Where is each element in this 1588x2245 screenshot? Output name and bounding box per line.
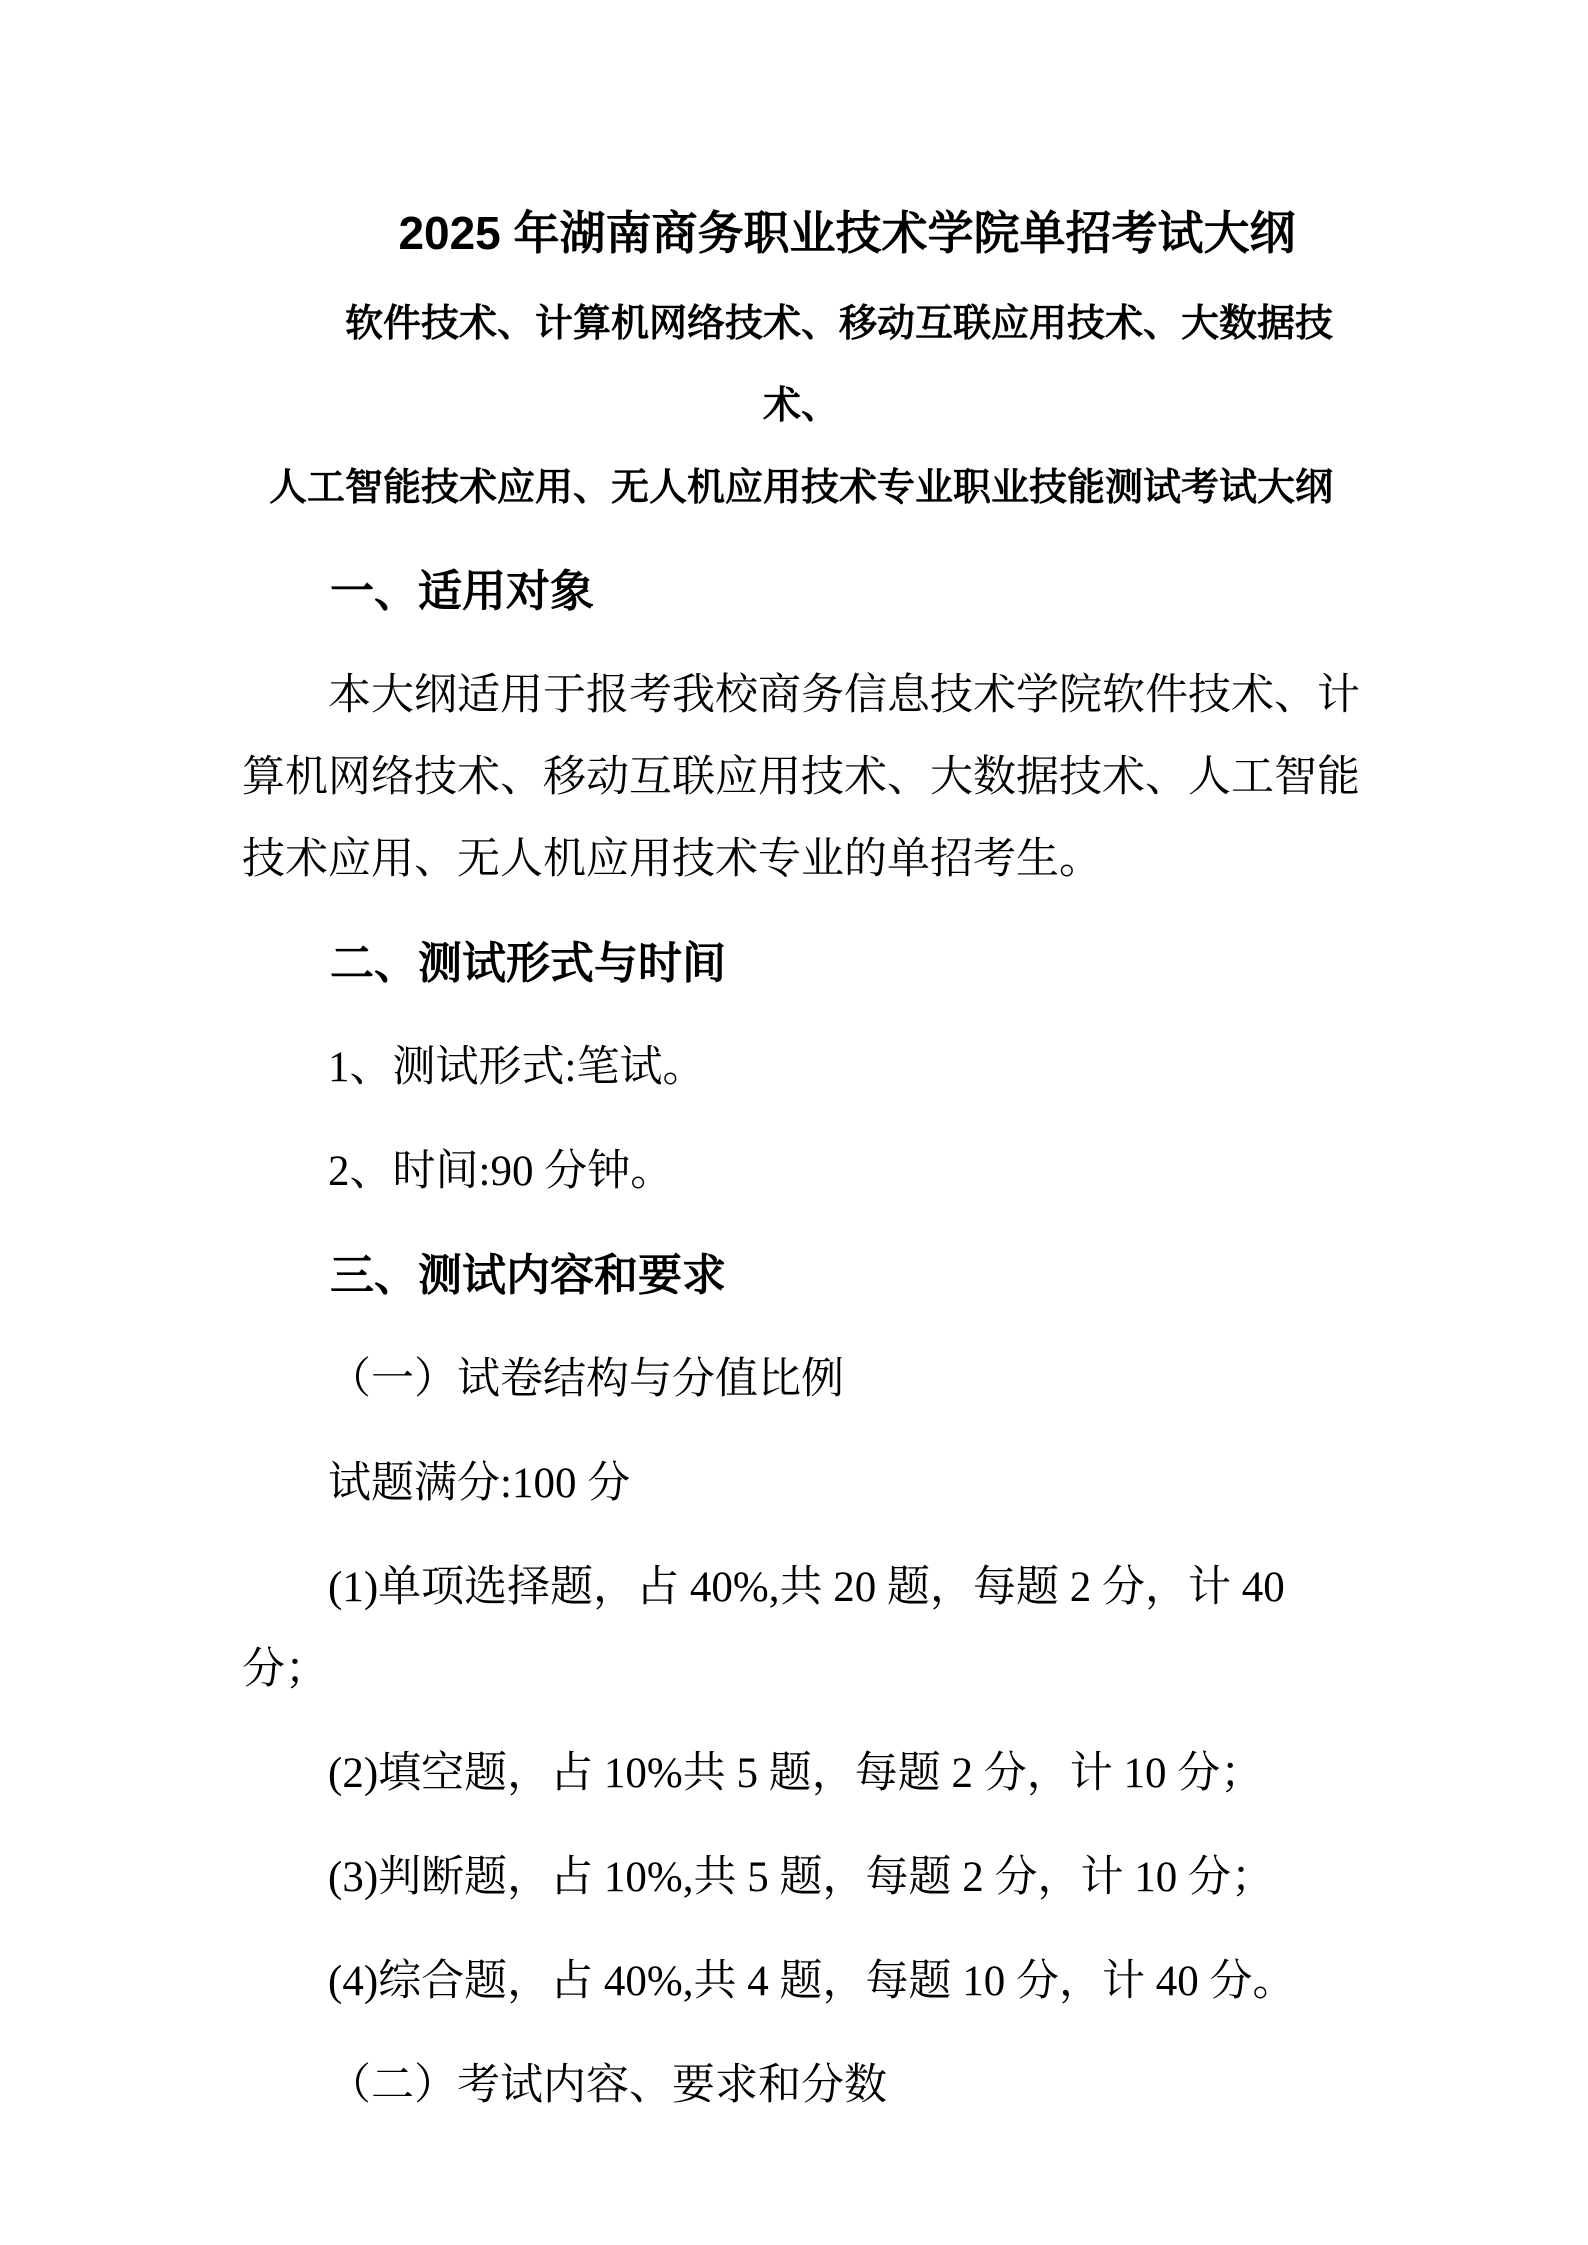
document-title: 2025 年湖南商务职业技术学院单招考试大纲 [398, 207, 1296, 259]
section-1-paragraph [242, 655, 1360, 901]
structure-item-3: (3)判断题，占 10%,共 5 题，每题 2 分，计 10 分； [328, 1854, 1274, 1901]
section-1-paragraph-line-1: 本大纲适用于报考我校商务信息技术学院软件技术、计 [328, 672, 1360, 719]
section-3-heading: 三、测试内容和要求 [330, 1251, 726, 1300]
full-score-line: 试题满分:100 分 [328, 1460, 631, 1507]
structure-item-2: (2)填空题，占 10%共 5 题，每题 2 分，计 10 分； [328, 1750, 1264, 1797]
section-1-heading: 一、适用对象 [330, 567, 594, 616]
section-2-item-1: 1、测试形式:笔试。 [328, 1044, 706, 1091]
section-2-heading: 二、测试形式与时间 [330, 939, 726, 988]
subtitle-line-1: 软件技术、计算机网络技术、移动互联应用技术、大数据技术、 [344, 303, 1333, 427]
section-1-paragraph-line-2: 算机网络技术、移动互联应用技术、大数据技术、人工智能 [242, 754, 1360, 801]
section-2-item-2: 2、时间:90 分钟。 [328, 1148, 674, 1195]
structure-item-1: (1)单项选择题，占 40%,共 20 题，每题 2 分，计 40 分； [242, 1564, 1285, 1693]
section-3-subheading-2: （二）考试内容、要求和分数 [328, 2062, 887, 2109]
section-3-subheading-1: （一）试卷结构与分值比例 [328, 1356, 844, 1403]
document-subtitle [242, 283, 1360, 529]
subtitle-line-2: 人工智能技术应用、无人机应用技术专业职业技能测试考试大纲 [268, 467, 1333, 509]
structure-item-4: (4)综合题，占 40%,共 4 题，每题 10 分，计 40 分。 [328, 1958, 1296, 2005]
section-1-paragraph-line-3: 技术应用、无人机应用技术专业的单招考生。 [242, 836, 1102, 883]
